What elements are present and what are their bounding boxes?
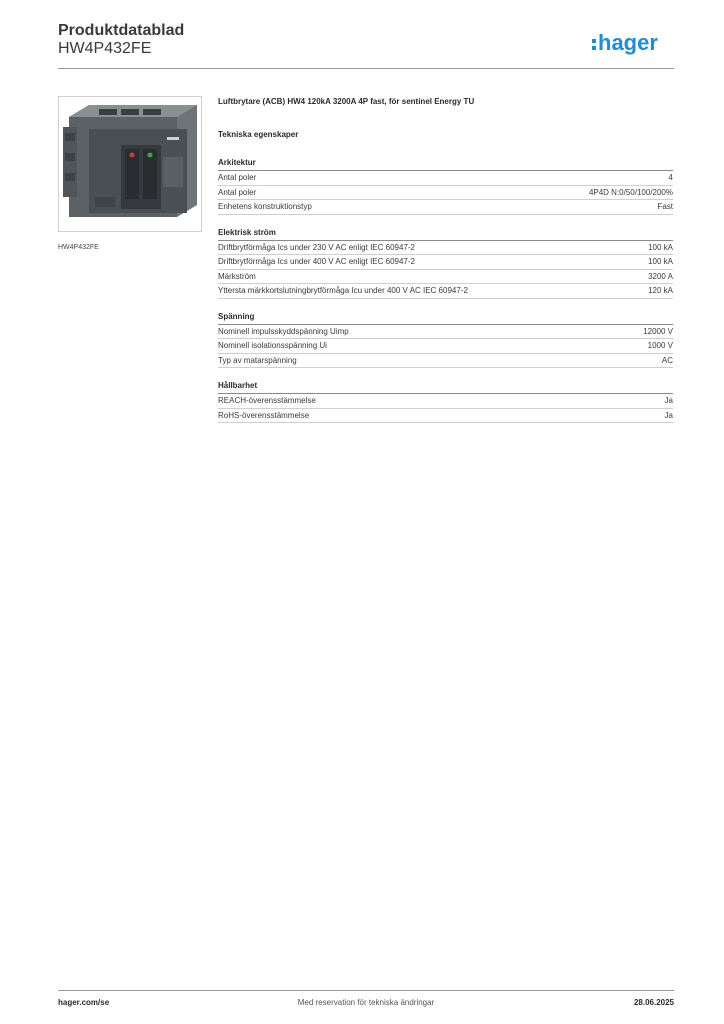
- spec-value: 100 kA: [648, 242, 673, 252]
- spec-row: [218, 241, 673, 256]
- section-title: Hållbarhet: [218, 380, 673, 394]
- hager-logo: [592, 30, 674, 56]
- spec-row: [218, 339, 673, 354]
- spec-label: Nominell impulsskyddspänning Uimp: [218, 326, 349, 336]
- image-caption: HW4P432FE: [58, 244, 99, 251]
- spec-row: [218, 255, 673, 270]
- footer-website-link[interactable]: hager.com/se: [58, 998, 110, 1007]
- spec-label: Yttersta märkkortslutningbrytförmåga Icu under 400 V AC IEC 60947-2: [218, 286, 468, 295]
- footer-disclaimer: Med reservation för tekniska ändringar: [297, 998, 435, 1007]
- document-title: Produktdatablad: [58, 22, 185, 39]
- spec-value: Ja: [664, 396, 673, 405]
- product-description: Luftbrytare (ACB) HW4 120kA 3200A 4P fast, för sentinel Energy TU: [218, 97, 475, 106]
- spec-value: 12000 V: [643, 326, 673, 336]
- page-header: [58, 22, 674, 68]
- spec-row: [218, 186, 673, 201]
- section-architecture: [218, 157, 673, 215]
- spec-label: Enhetens konstruktionstyp: [218, 202, 312, 211]
- spec-value: Fast: [657, 202, 673, 211]
- spec-label: RoHS-överensstämmelse: [218, 410, 310, 420]
- footer-divider: [58, 990, 674, 991]
- section-voltage: [218, 311, 673, 369]
- spec-label: Märkström: [218, 271, 256, 281]
- header-divider: [58, 68, 674, 69]
- spec-value: 4P4D N:0/50/100/200%: [588, 187, 673, 197]
- spec-value: 3200 A: [648, 271, 673, 281]
- section-sustainability: [218, 380, 673, 423]
- spec-value: AC: [661, 355, 673, 365]
- spec-value: 4: [668, 173, 673, 182]
- footer-date: 28.06.2025: [633, 998, 674, 1007]
- spec-value: 1000 V: [647, 341, 673, 350]
- spec-row: [218, 270, 673, 285]
- spec-label: REACH-överensstämmelse: [218, 396, 316, 405]
- spec-row: [218, 325, 673, 340]
- spec-row: [218, 394, 673, 409]
- spec-content: [218, 96, 673, 423]
- section-title: Elektrisk ström: [218, 227, 673, 241]
- section-title: Arkitektur: [218, 157, 673, 171]
- product-image: [58, 96, 202, 232]
- section-electrical-current: [218, 227, 673, 299]
- spec-value: Ja: [664, 410, 673, 420]
- spec-row: [218, 171, 673, 186]
- spec-label: Driftbrytförmåga Ics under 400 V AC enligt IEC 60947-2: [218, 257, 415, 266]
- spec-label: Antal poler: [218, 173, 257, 182]
- logo-text: hager: [598, 30, 658, 55]
- air-circuit-breaker-photo-icon: [59, 97, 201, 231]
- product-code: HW4P432FE: [58, 40, 152, 57]
- spec-value: 100 kA: [648, 257, 673, 266]
- spec-label: Driftbrytförmåga Ics under 230 V AC enligt IEC 60947-2: [218, 242, 415, 252]
- spec-row: [218, 354, 673, 369]
- page-footer: [58, 998, 674, 1010]
- spec-value: 120 kA: [648, 286, 673, 295]
- spec-label: Typ av matarspänning: [218, 355, 297, 365]
- specs-heading: Tekniska egenskaper: [218, 130, 299, 139]
- spec-label: Nominell isolationsspänning Ui: [218, 341, 327, 350]
- spec-label: Antal poler: [218, 187, 257, 197]
- spec-row: [218, 200, 673, 215]
- spec-row: [218, 284, 673, 299]
- spec-row: [218, 409, 673, 424]
- section-title: Spänning: [218, 311, 673, 325]
